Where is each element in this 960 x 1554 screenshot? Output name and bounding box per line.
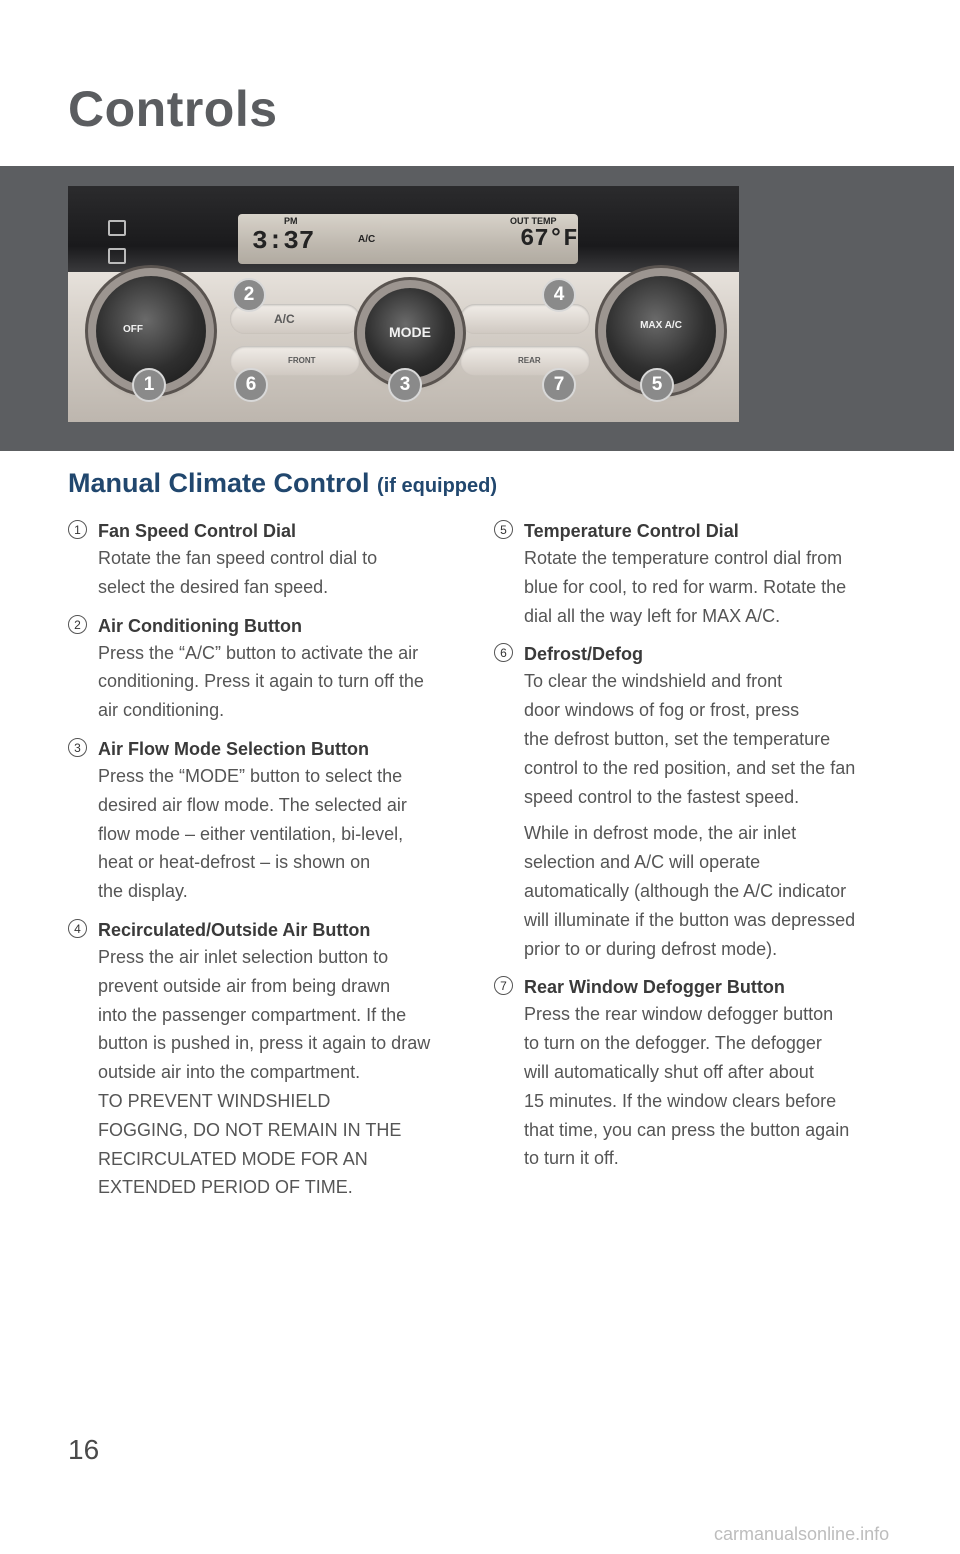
item-number: 4 — [68, 919, 87, 938]
item-heading: Air Conditioning Button — [98, 615, 302, 636]
page-number: 16 — [68, 1434, 100, 1465]
item-body: Press the “MODE” button to select the desired air flow mode. The selected air flow mode – either ventilation, bi-level, heat or heat-defrost – is shown on the display. — [98, 765, 407, 902]
item-number: 6 — [494, 643, 513, 662]
item-heading: Air Flow Mode Selection Button — [98, 738, 369, 759]
item-heading: Rear Window Defogger Button — [524, 977, 785, 998]
rear-button-label: REAR — [518, 356, 541, 365]
callout-5: 5 — [640, 368, 674, 402]
mode-button — [365, 288, 455, 378]
item-rear-defogger — [494, 974, 904, 1173]
callout-6: 6 — [234, 368, 268, 402]
item-defrost — [494, 641, 904, 963]
callout-4: 4 — [542, 278, 576, 312]
callout-1: 1 — [132, 368, 166, 402]
item-temperature — [494, 518, 904, 630]
off-label: OFF — [123, 324, 143, 335]
section-title — [68, 468, 497, 499]
lcd-display — [238, 214, 578, 264]
seat-heater-icon — [108, 220, 126, 236]
page-title: Controls — [68, 81, 278, 137]
climate-control-photo — [68, 186, 739, 422]
watermark: carmanualsonline.info — [714, 1524, 890, 1544]
lcd-pm: PM — [284, 216, 298, 226]
item-body: Rotate the temperature control dial from blue for cool, to red for warm. Rotate the dial all the way left for MAX A/C. — [524, 548, 847, 626]
item-number: 1 — [68, 520, 87, 539]
right-column — [494, 518, 904, 1184]
item-body-note: While in defrost mode, the air inlet selection and A/C will operate automatically (although the A/C indicator will illuminate if the button was depressed prior to or during defrost mode). — [524, 823, 856, 959]
front-button-label: FRONT — [288, 356, 316, 365]
item-heading: Temperature Control Dial — [524, 521, 739, 541]
section-subtitle: (if equipped) — [377, 475, 498, 497]
item-air-flow-mode — [68, 736, 468, 906]
mode-label: MODE — [389, 324, 431, 340]
item-body: Press the rear window defogger button to turn on the defogger. The defogger will automatically shut off after about 15 minutes. If the window clears before that time, you can press the button again to turn it off. — [524, 1004, 850, 1169]
lcd-temp-label: OUT TEMP — [510, 216, 557, 226]
item-heading: Fan Speed Control Dial — [98, 521, 297, 541]
seat-heater-icon — [108, 248, 126, 264]
ac-button-label: A/C — [274, 312, 295, 326]
item-number: 5 — [494, 520, 513, 539]
display-strip — [68, 186, 739, 272]
lcd-temp: 67°F — [520, 226, 578, 253]
item-heading: Defrost/Defog — [524, 644, 644, 665]
lcd-clock: 3:37 — [252, 226, 315, 256]
item-body: Press the air inlet selection button to prevent outside air from being drawn into the passenger compartment. If the button is pushed in, press it again to draw outside air into the compartment. TO PREVENT WINDSHIELD FOGGING, DO NOT REMAIN IN THE RECIRCULATED MODE FOR AN EXTENDED PERIOD OF TIME. — [98, 946, 431, 1198]
section-title-text: Manual Climate Control — [68, 468, 370, 498]
max-ac-label: MAX A/C — [640, 320, 682, 331]
item-number: 2 — [68, 615, 87, 634]
item-body: To clear the windshield and front door windows of fog or frost, press the defrost button, set the temperature control to the red position, and set the fan speed control to the fastest speed. — [524, 671, 856, 807]
callout-3: 3 — [388, 368, 422, 402]
item-body: Rotate the fan speed control dial to select the desired fan speed. — [98, 548, 378, 597]
item-heading: Recirculated/Outside Air Button — [98, 919, 371, 940]
lcd-ac: A/C — [358, 234, 376, 245]
item-recirculated-air — [68, 917, 468, 1202]
item-body: Press the “A/C” button to activate the air conditioning. Press it again to turn off the air conditioning. — [98, 642, 424, 721]
item-fan-speed — [68, 518, 468, 602]
callout-2: 2 — [232, 278, 266, 312]
left-column — [68, 518, 468, 1213]
recirc-button-slot — [460, 304, 590, 334]
item-number: 7 — [494, 976, 513, 995]
item-number: 3 — [68, 738, 87, 757]
item-air-conditioning — [68, 613, 468, 725]
callout-7: 7 — [542, 368, 576, 402]
